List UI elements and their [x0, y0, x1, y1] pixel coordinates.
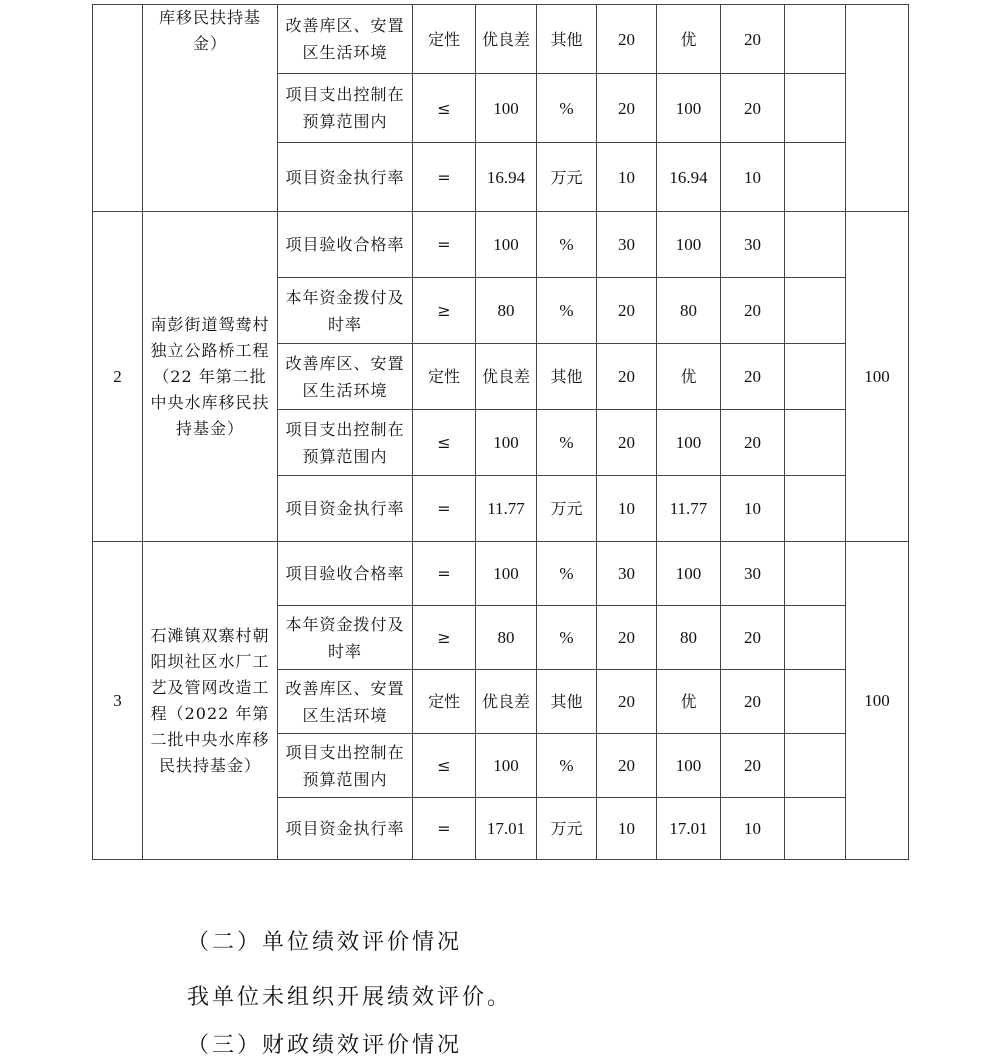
project-name-line: 民扶持基金）: [158, 755, 261, 775]
project-number-cell: [93, 5, 143, 212]
actual-value-cell: 优: [657, 344, 721, 410]
target-value-cell: 100: [476, 542, 537, 606]
score-cell: 30: [721, 212, 785, 278]
table-row: [93, 5, 909, 74]
table-row: [93, 542, 909, 606]
indicator-name-cell: [278, 344, 413, 410]
actual-value-cell: 100: [657, 410, 721, 476]
indicator-line: 改善库区、安置: [285, 16, 405, 35]
operator-cell: =: [413, 143, 476, 212]
weight-cell: 10: [597, 476, 657, 542]
score-cell: 10: [721, 143, 785, 212]
weight-cell: 20: [597, 734, 657, 798]
blank-cell: [785, 410, 846, 476]
score-cell: 10: [721, 798, 785, 860]
blank-cell: [785, 542, 846, 606]
blank-cell: [785, 606, 846, 670]
project-name-line: 中央水库移民扶: [150, 392, 270, 412]
indicator-line: 时率: [327, 641, 362, 661]
indicator-name-cell: [278, 5, 413, 74]
blank-cell: [785, 143, 846, 212]
indicator-name-cell: [278, 606, 413, 670]
weight-cell: 20: [597, 74, 657, 143]
project-name-line: 金）: [192, 34, 227, 53]
target-value-cell: 16.94: [476, 143, 537, 212]
indicator-line: 预算范围内: [302, 112, 388, 131]
unit-cell: 其他: [537, 670, 597, 734]
project-name-line: 阳坝社区水厂工: [150, 651, 270, 671]
operator-cell: 定性: [413, 344, 476, 410]
weight-cell: 20: [597, 410, 657, 476]
indicator-line: 时率: [327, 314, 362, 334]
target-value-cell: 80: [476, 606, 537, 670]
weight-cell: 10: [597, 798, 657, 860]
score-cell: 20: [721, 670, 785, 734]
target-value-cell: 优良差: [476, 344, 537, 410]
section-heading-fiscal-evaluation: （三）财政绩效评价情况: [187, 1033, 463, 1058]
weight-cell: 10: [597, 143, 657, 212]
unit-cell: 万元: [537, 798, 597, 860]
score-cell: 20: [721, 5, 785, 74]
blank-cell: [785, 74, 846, 143]
score-cell: 30: [721, 542, 785, 606]
indicator-name-cell: [278, 278, 413, 344]
score-cell: 20: [721, 410, 785, 476]
operator-cell: ≤: [413, 410, 476, 476]
actual-value-cell: 优: [657, 670, 721, 734]
section-heading-unit-evaluation: （二）单位绩效评价情况: [187, 930, 463, 955]
indicator-line: 本年资金拨付及: [285, 287, 405, 307]
blank-cell: [785, 278, 846, 344]
score-cell: 20: [721, 74, 785, 143]
actual-value-cell: 80: [657, 606, 721, 670]
project-name-line: 持基金）: [175, 418, 244, 438]
target-value-cell: 80: [476, 278, 537, 344]
project-name-line: （22 年第二批: [153, 366, 267, 386]
unit-cell: 其他: [537, 344, 597, 410]
actual-value-cell: 16.94: [657, 143, 721, 212]
indicator-name-cell: 项目验收合格率: [278, 542, 413, 606]
indicator-line: 改善库区、安置: [285, 678, 405, 698]
score-cell: 10: [721, 476, 785, 542]
unit-cell: %: [537, 606, 597, 670]
indicator-name-cell: 项目资金执行率: [278, 143, 413, 212]
indicator-line: 项目支出控制在: [285, 419, 405, 439]
blank-cell: [785, 734, 846, 798]
unit-cell: %: [537, 542, 597, 606]
operator-cell: 定性: [413, 5, 476, 74]
indicator-name-cell: [278, 74, 413, 143]
indicator-line: 预算范围内: [302, 769, 388, 789]
score-cell: 20: [721, 278, 785, 344]
actual-value-cell: 100: [657, 212, 721, 278]
project-number-cell: 3: [93, 542, 143, 860]
operator-cell: 定性: [413, 670, 476, 734]
operator-cell: =: [413, 542, 476, 606]
indicator-name-cell: [278, 670, 413, 734]
project-name-line: 艺及管网改造工: [150, 677, 270, 697]
target-value-cell: 17.01: [476, 798, 537, 860]
weight-cell: 20: [597, 606, 657, 670]
table-row: [93, 212, 909, 278]
indicator-line: 项目支出控制在: [285, 85, 405, 104]
project-name-line: 南彭街道鸳鸯村: [150, 314, 270, 334]
indicator-name-cell: [278, 734, 413, 798]
target-value-cell: 100: [476, 212, 537, 278]
blank-cell: [785, 798, 846, 860]
blank-cell: [785, 476, 846, 542]
weight-cell: 20: [597, 5, 657, 74]
indicator-name-cell: 项目资金执行率: [278, 798, 413, 860]
weight-cell: 30: [597, 542, 657, 606]
target-value-cell: 100: [476, 734, 537, 798]
operator-cell: =: [413, 212, 476, 278]
blank-cell: [785, 344, 846, 410]
score-cell: 20: [721, 734, 785, 798]
blank-cell: [785, 5, 846, 74]
project-number-cell: 2: [93, 212, 143, 542]
indicator-line: 改善库区、安置: [285, 353, 405, 373]
target-value-cell: 优良差: [476, 670, 537, 734]
target-value-cell: 100: [476, 74, 537, 143]
indicator-line: 区生活环境: [302, 43, 388, 62]
actual-value-cell: 80: [657, 278, 721, 344]
total-score-cell: [846, 5, 909, 212]
operator-cell: =: [413, 798, 476, 860]
operator-cell: =: [413, 476, 476, 542]
blank-cell: [785, 670, 846, 734]
unit-cell: %: [537, 74, 597, 143]
unit-cell: %: [537, 278, 597, 344]
indicator-line: 区生活环境: [302, 380, 388, 400]
operator-cell: ≥: [413, 278, 476, 344]
target-value-cell: 11.77: [476, 476, 537, 542]
operator-cell: ≤: [413, 734, 476, 798]
actual-value-cell: 11.77: [657, 476, 721, 542]
total-score-cell: 100: [846, 542, 909, 860]
indicator-line: 本年资金拨付及: [285, 614, 405, 634]
target-value-cell: 100: [476, 410, 537, 476]
indicator-line: 预算范围内: [302, 446, 388, 466]
weight-cell: 20: [597, 278, 657, 344]
project-name-line: 库移民扶持基: [158, 8, 261, 27]
actual-value-cell: 100: [657, 74, 721, 143]
score-cell: 20: [721, 606, 785, 670]
unit-cell: %: [537, 212, 597, 278]
score-cell: 20: [721, 344, 785, 410]
weight-cell: 30: [597, 212, 657, 278]
blank-cell: [785, 212, 846, 278]
operator-cell: ≥: [413, 606, 476, 670]
project-name-line: 二批中央水库移: [150, 729, 270, 749]
project-name-cell: [143, 542, 278, 860]
total-score-cell: 100: [846, 212, 909, 542]
unit-cell: %: [537, 410, 597, 476]
indicator-name-cell: 项目资金执行率: [278, 476, 413, 542]
operator-cell: ≤: [413, 74, 476, 143]
indicator-name-cell: 项目验收合格率: [278, 212, 413, 278]
indicator-name-cell: [278, 410, 413, 476]
indicator-line: 项目支出控制在: [285, 742, 405, 762]
actual-value-cell: 100: [657, 542, 721, 606]
project-name-line: 独立公路桥工程: [150, 340, 270, 360]
project-name-line: 程（2022 年第: [150, 703, 270, 723]
weight-cell: 20: [597, 344, 657, 410]
performance-table: [92, 4, 909, 860]
unit-cell: 其他: [537, 5, 597, 74]
actual-value-cell: 优: [657, 5, 721, 74]
project-name-cell: [143, 212, 278, 542]
project-name-line: 石滩镇双寨村朝: [150, 625, 270, 645]
section-body-unit-evaluation: 我单位未组织开展绩效评价。: [187, 985, 513, 1010]
unit-cell: %: [537, 734, 597, 798]
unit-cell: 万元: [537, 143, 597, 212]
actual-value-cell: 17.01: [657, 798, 721, 860]
project-name-cell: [143, 5, 278, 212]
actual-value-cell: 100: [657, 734, 721, 798]
unit-cell: 万元: [537, 476, 597, 542]
weight-cell: 20: [597, 670, 657, 734]
indicator-line: 区生活环境: [302, 705, 388, 725]
target-value-cell: 优良差: [476, 5, 537, 74]
